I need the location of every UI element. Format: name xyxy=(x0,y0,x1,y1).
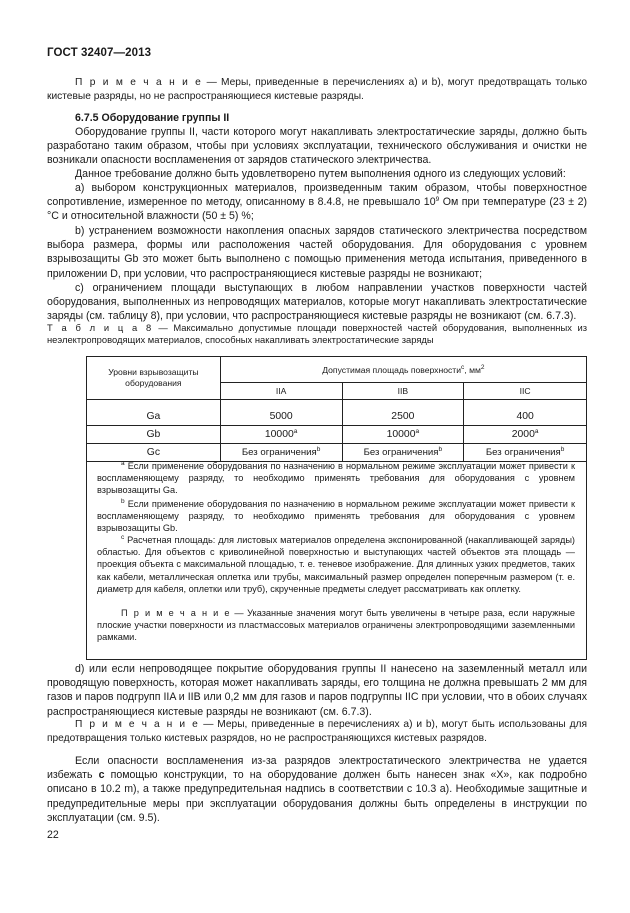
table-caption xyxy=(47,322,587,347)
table-row xyxy=(87,426,587,444)
table-cell-level: Gc xyxy=(87,444,221,462)
table-cell: 5000 xyxy=(220,408,342,426)
condition-a-part2: Ом при температуре (23 ± 2) °С и относительной влажности (50 ± 5) %; xyxy=(47,196,587,223)
table-subheader-iic: IIC xyxy=(464,383,587,400)
section-paragraph-2: Данное требование должно быть удовлетворено путем выполнения одного из следующих условий: xyxy=(75,168,566,180)
final-paragraph: Если опасности воспламенения из-за разрядов электростатического электричества не удается избежать с помощью конструкции, то на оборудование должен быть нанесен знак «Х», как подробно описано в 10.2 m), а также предупредительная надпись в соответствии с 10.3 а). Необходимые защитные и предупредительные меры при эксплуатации оборудования должны быть определены в инструкции по эксплуатации (см. 9.5). xyxy=(47,755,588,824)
table-cell-level: Gb xyxy=(87,426,221,444)
section-title: 6.7.5 Оборудование группы II xyxy=(75,112,230,124)
note-2: П р и м е ч а н и е — Меры, приведенные в перечислениях а) и b), могут быть использованы для предотвращения только кистевых разрядов, но не распространяющихся кистевых разрядов. xyxy=(47,719,587,745)
table-cell: Без ограничения$^b$ xyxy=(464,444,587,462)
table-cell: 2500 xyxy=(342,408,464,426)
document-code: ГОСТ 32407—2013 xyxy=(47,47,152,59)
table-group-header-unit: , мм xyxy=(464,364,481,375)
footnote-c: $^с$ Расчетная площадь: для листовых материалов определена экспонированной (накапливающей заряды) областью. Для объектов с криволинейной поверхностью и выступающих частей объектов эта площадь — проекция объекта с максимальной площадью, т. е. теневое изображение. Для длинных узких предметов, таких как кабели, металлическая оплетка или трубы, максимальный размер определен поперечным размером (т. е. диаметр для кабеля, оплетки или труб), скрученные предметы следует рассматривать как оплетку. xyxy=(97,534,575,594)
table-note: П р и м е ч а н и е — Указанные значения могут быть увеличены в четыре раза, если наружные плоские участки поверхности из пластмассовых материалов ограничены электропроводящими заземленными рамками. xyxy=(97,608,576,643)
condition-a-exponent: 9 xyxy=(435,196,440,204)
section-paragraph-1: Оборудование группы II, части которого могут накапливать электростатические заряды, должно быть разработано таким образом, чтобы при условиях эксплуатации, технического обслуживания и очистки не возникали опасности воспламенения от зарядов статического электричества. xyxy=(47,126,587,167)
table-cell: 10000$^a$ xyxy=(220,426,342,444)
table-row xyxy=(87,408,587,426)
condition-b: b) устранением возможности накопления опасных зарядов статического электричества посредством выбора размера, формы или расположения частей оборудования. Для оборудования с уровнем взрывозащиты Gb это может быть выполнено с помощью применения метода испытания, приведенного в приложении D, при условии, что распространяющиеся кистевые разряды не возникают; xyxy=(47,225,587,280)
table-group-header-unit-sup: 2 xyxy=(480,363,485,371)
table-cell: 2000$^a$ xyxy=(464,426,587,444)
table-group-header-sup: с xyxy=(461,363,465,371)
condition-a xyxy=(47,181,587,224)
table-caption-label: Т а б л и ц а 8 xyxy=(47,322,153,333)
table-cell: 10000$^a$ xyxy=(342,426,464,444)
condition-a-part1: а) выбором конструкционных материалов, произведенным таким образом, чтобы поверхностное сопротивление, измеренное по методу, описанному в 8.4.8, не превышало 10 xyxy=(47,182,587,209)
table-group-header-text: Допустимая площадь поверхности xyxy=(322,364,462,375)
table-8 xyxy=(86,356,587,462)
table-cell: 400 xyxy=(464,408,587,426)
table-subheader-iia: IIA xyxy=(220,383,342,400)
table-caption-text: — Максимально допустимые площади поверхностей частей оборудования, выполненных из неэлектропроводящих материалов, способных накапливать электростатические заряды xyxy=(47,322,587,346)
condition-c: с) ограничением площади выступающих в любом направлении участков поверхности частей оборудования, выполненных из непроводящих материалов, которые могут накапливать электростатические заряды (см. таблицу 8), при условии, что распространяющиеся кистевые разряды не возникают (см. 6.7.3). xyxy=(47,282,587,323)
table-group-header xyxy=(220,357,586,383)
table-footnotes-box xyxy=(86,452,587,660)
table-cell-level: Ga xyxy=(87,408,221,426)
table-cell: Без ограничения$^b$ xyxy=(342,444,464,462)
note-1-label: П р и м е ч а н и е xyxy=(75,77,203,88)
note-1 xyxy=(47,76,587,104)
table-col-header-level: Уровни взрывозащиты оборудования xyxy=(87,357,221,400)
footnote-a: $^а$ Если применение оборудования по назначению в нормальном режиме эксплуатации может привести к воспламеняющему разряду, то необходимо применять требования для оборудования с уровнем взрывозащиты Ga. xyxy=(97,460,575,496)
note-1-text: — Меры, приведенные в перечислениях а) и b), могут предотвращать только кистевые разряды, но не распространяющиеся кистевые разряды. xyxy=(47,77,587,102)
page-number: 22 xyxy=(47,829,59,841)
condition-d: d) или если непроводящее покрытие оборудования группы II нанесено на заземленный металл или проводящую поверхность, которая может накапливать заряды, его толщина не должна превышать 2 мм для газов и паров подгрупп IIA и IIB или 0,2 мм для газов и паров подгруппы IIC при условии, что в обоих случаях распространяющиеся кистевые разряды не возникают (см. 6.7.3). xyxy=(47,663,587,718)
table-subheader-iib: IIB xyxy=(342,383,464,400)
table-cell: Без ограничения$^b$ xyxy=(220,444,342,462)
footnote-b: $^b$ Если применение оборудования по назначению в нормальном режиме эксплуатации может привести к воспламеняющему разряду, то необходимо применять требования для оборудования с уровнем взрывозащиты Gb. xyxy=(97,498,575,534)
